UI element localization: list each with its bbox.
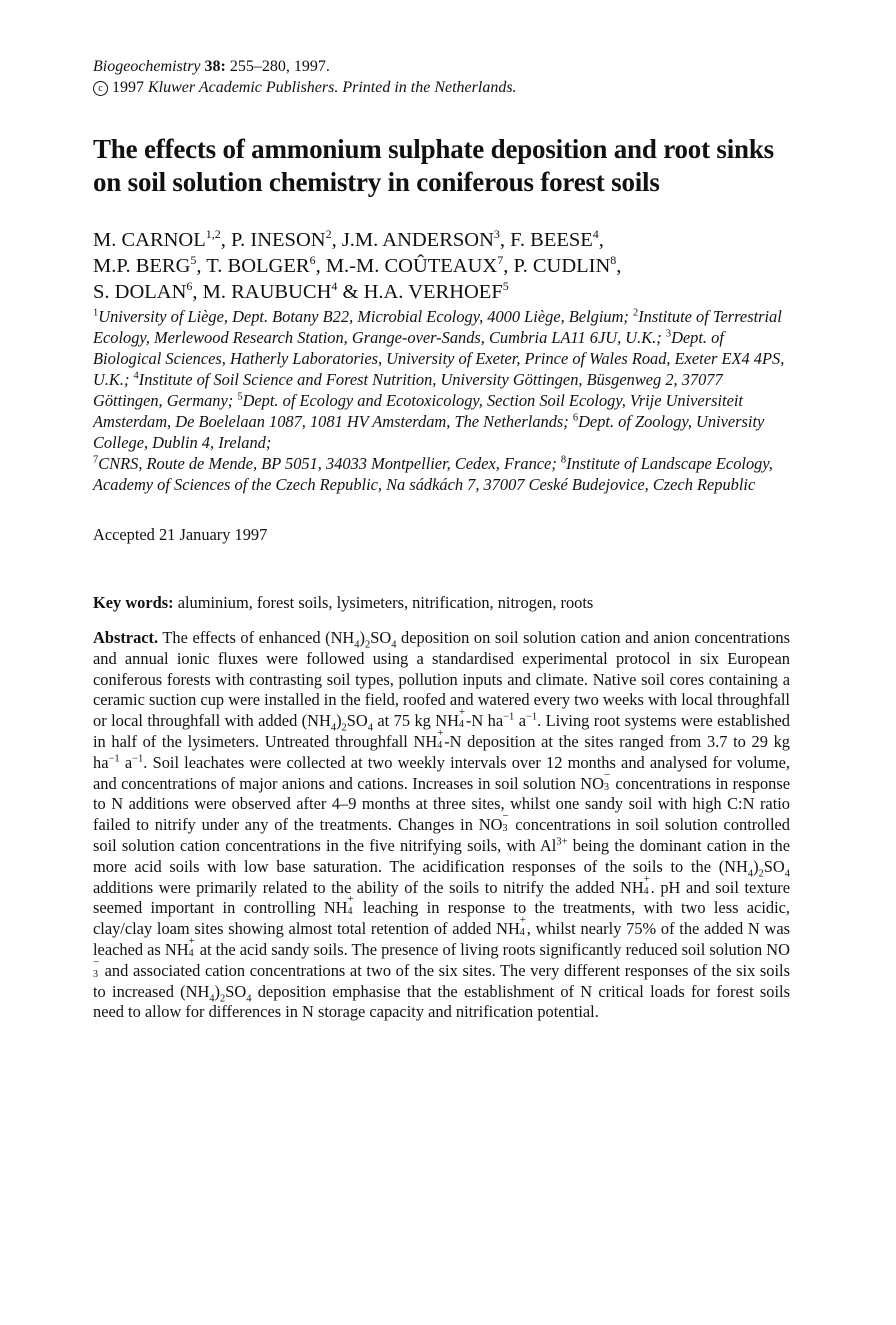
journal-pages: 255–280, 1997. (229, 58, 330, 75)
affiliation: Dept. of Ecology and Ecotoxicology, Section Soil Ecology, Vrije Universiteit Amsterdam, De Boelelaan 1087, 1081 HV Amsterdam, The Netherlands; (93, 391, 743, 431)
affiliation: Dept. of Zoology, University College, Dublin 4, Ireland; (93, 412, 765, 452)
journal-line (93, 56, 790, 77)
copyright-icon: c (93, 81, 108, 96)
author-list (93, 227, 790, 305)
author: M.-M. COÛTEAUX$^7$, (325, 253, 514, 277)
author: S. DOLAN$^6$, (93, 279, 203, 303)
author: F. BEESE$^4$, (510, 227, 604, 251)
author: J.M. ANDERSON$^3$, (341, 227, 511, 251)
publisher: Kluwer Academic Publishers. Printed in the Netherlands. (148, 79, 517, 96)
paper-first-page (93, 56, 790, 1023)
journal-volume: 38: (204, 58, 226, 75)
affiliation: Institute of Soil Science and Forest Nutrition, University Göttingen, Büsgenweg 2, 37077 Göttingen, Germany; (93, 370, 723, 410)
abstract-label: Abstract. (93, 628, 159, 647)
affiliation: CNRS, Route de Mende, BP 5051, 34033 Montpellier, Cedex, France; (98, 454, 561, 473)
author: M. RAUBUCH$^4$ & (202, 279, 364, 303)
author: H.A. VERHOEF$^5$ (363, 279, 509, 303)
journal-name: Biogeochemistry (93, 58, 201, 75)
author: M.P. BERG$^5$, (93, 253, 207, 277)
affiliations: $^1$University of Liège, Dept. Botany B22, Microbial Ecology, 4000 Liège, Belgium; $^2$Institute of Terrestrial Ecology, Merlewood Research Station, Grange-over-Sands, Cumbria LA11 6JU, U.K.; $^3$Dept. of Biological Sciences, Hatherly Laboratories, University of Exeter, Prince of Wales Road, Exeter EX4 4PS, U.K.; $^4$Institute of Soil Science and Forest Nutrition, University Göttingen, Büsgenweg 2, 37077 Göttingen, Germany; $^5$Dept. of Ecology and Ecotoxicology, Section Soil Ecology, Vrije Universiteit Amsterdam, De Boelelaan 1087, 1081 HV Amsterdam, The Netherlands; $^6$Dept. of Zoology, University College, Dublin 4, Ireland; $^7$CNRS, Route de Mende, BP 5051, 34033 Montpellier, Cedex, France; $^8$Institute of Landscape Ecology, Academy of Sciences of the Czech Republic, Na sádkách 7, 37007 Ceské Budejovice, Czech Republic (93, 307, 785, 494)
author: M. CARNOL$^{1,2}$, (93, 227, 232, 251)
accepted-date: Accepted 21 January 1997 (93, 525, 268, 544)
journal-citation (93, 56, 790, 98)
author: P. CUDLIN$^8$, (513, 253, 622, 277)
abstract: Abstract. The effects of enhanced $(NH_4)_2SO_4$ deposition on soil solution cation and anion concentrations and annual ionic fluxes were followed using a standardised experimental protocol in six European coniferous forests with contrasting soil types, pollution inputs and climate. Native soil cores containing a ceramic suction cup were installed in the field, roofed and watered every two weeks with local throughfall or local throughfall with added $(NH_4)_2SO_4$ at 75 kg NH + 4 -N $ha^{-1}$ $a^{-1}$. Living root systems were established in half of the lysimeters. Untreated throughfall NH + 4 -N deposition at the sites ranged from 3.7 to 29 kg $ha^{-1}$ $a^{-1}$. Soil leachates were collected at two weekly intervals over 12 months and analysed for volume, and concentrations of major anions and cations. Increases in soil solution NO − 3 concentrations in response to N additions were observed after 4–9 months at three sites, whilst one sandy soil with high C:N ratio failed to nitrify under any of the treatments. Changes in NO − 3 concentrations in soil solution controlled soil solution cation concentrations in the five nitrifying soils, with $Al^{3+}$ being the dominant cation in the more acid soils with low base saturation. The acidification responses of the soils to the $(NH_4)_2SO_4$ additions were primarily related to the ability of the soils to nitrify the added NH + 4 . pH and soil texture seemed important in controlling NH + 4 leaching in response to the treatments, with two less acidic, clay/clay loam sites showing almost total retention of added NH + 4 , whilst nearly 75% of the added N was leached as NH + 4 at the acid sandy soils. The presence of living roots significantly reduced soil solution NO − 3 and associated cation concentrations at two of the six sites. The very different responses of the six soils to increased $(NH_4)_2SO_4$ deposition emphasise that the establishment of N critical loads for forest soils need to allow for differences in N storage capacity and nitrification potential. (93, 628, 791, 1022)
paper-title: The effects of ammonium sulphate deposition and root sinks on soil solution chemistry in coniferous forest soils (93, 134, 774, 197)
keywords (93, 592, 790, 613)
copyright-line (93, 77, 790, 98)
keywords-text: aluminium, forest soils, lysimeters, nitrification, nitrogen, roots (177, 593, 594, 612)
copyright-year: 1997 (112, 79, 144, 96)
author: T. BOLGER$^6$, (206, 253, 326, 277)
author: P. INESON$^2$, (231, 227, 342, 251)
keywords-label: Key words: (93, 593, 174, 612)
affiliation: University of Liège, Dept. Botany B22, Microbial Ecology, 4000 Liège, Belgium; (98, 307, 633, 326)
affiliation: Institute of Landscape Ecology, Academy of Sciences of the Czech Republic, Na sádkách 7, 37007 Ceské Budejovice, Czech Republic (93, 454, 773, 494)
affiliation: Institute of Terrestrial Ecology, Merlewood Research Station, Grange-over-Sands, Cumbria LA11 6JU, U.K.; (93, 307, 782, 347)
affiliation: Dept. of Biological Sciences, Hatherly Laboratories, University of Exeter, Prince of Wales Road, Exeter EX4 4PS, U.K.; (93, 328, 785, 389)
